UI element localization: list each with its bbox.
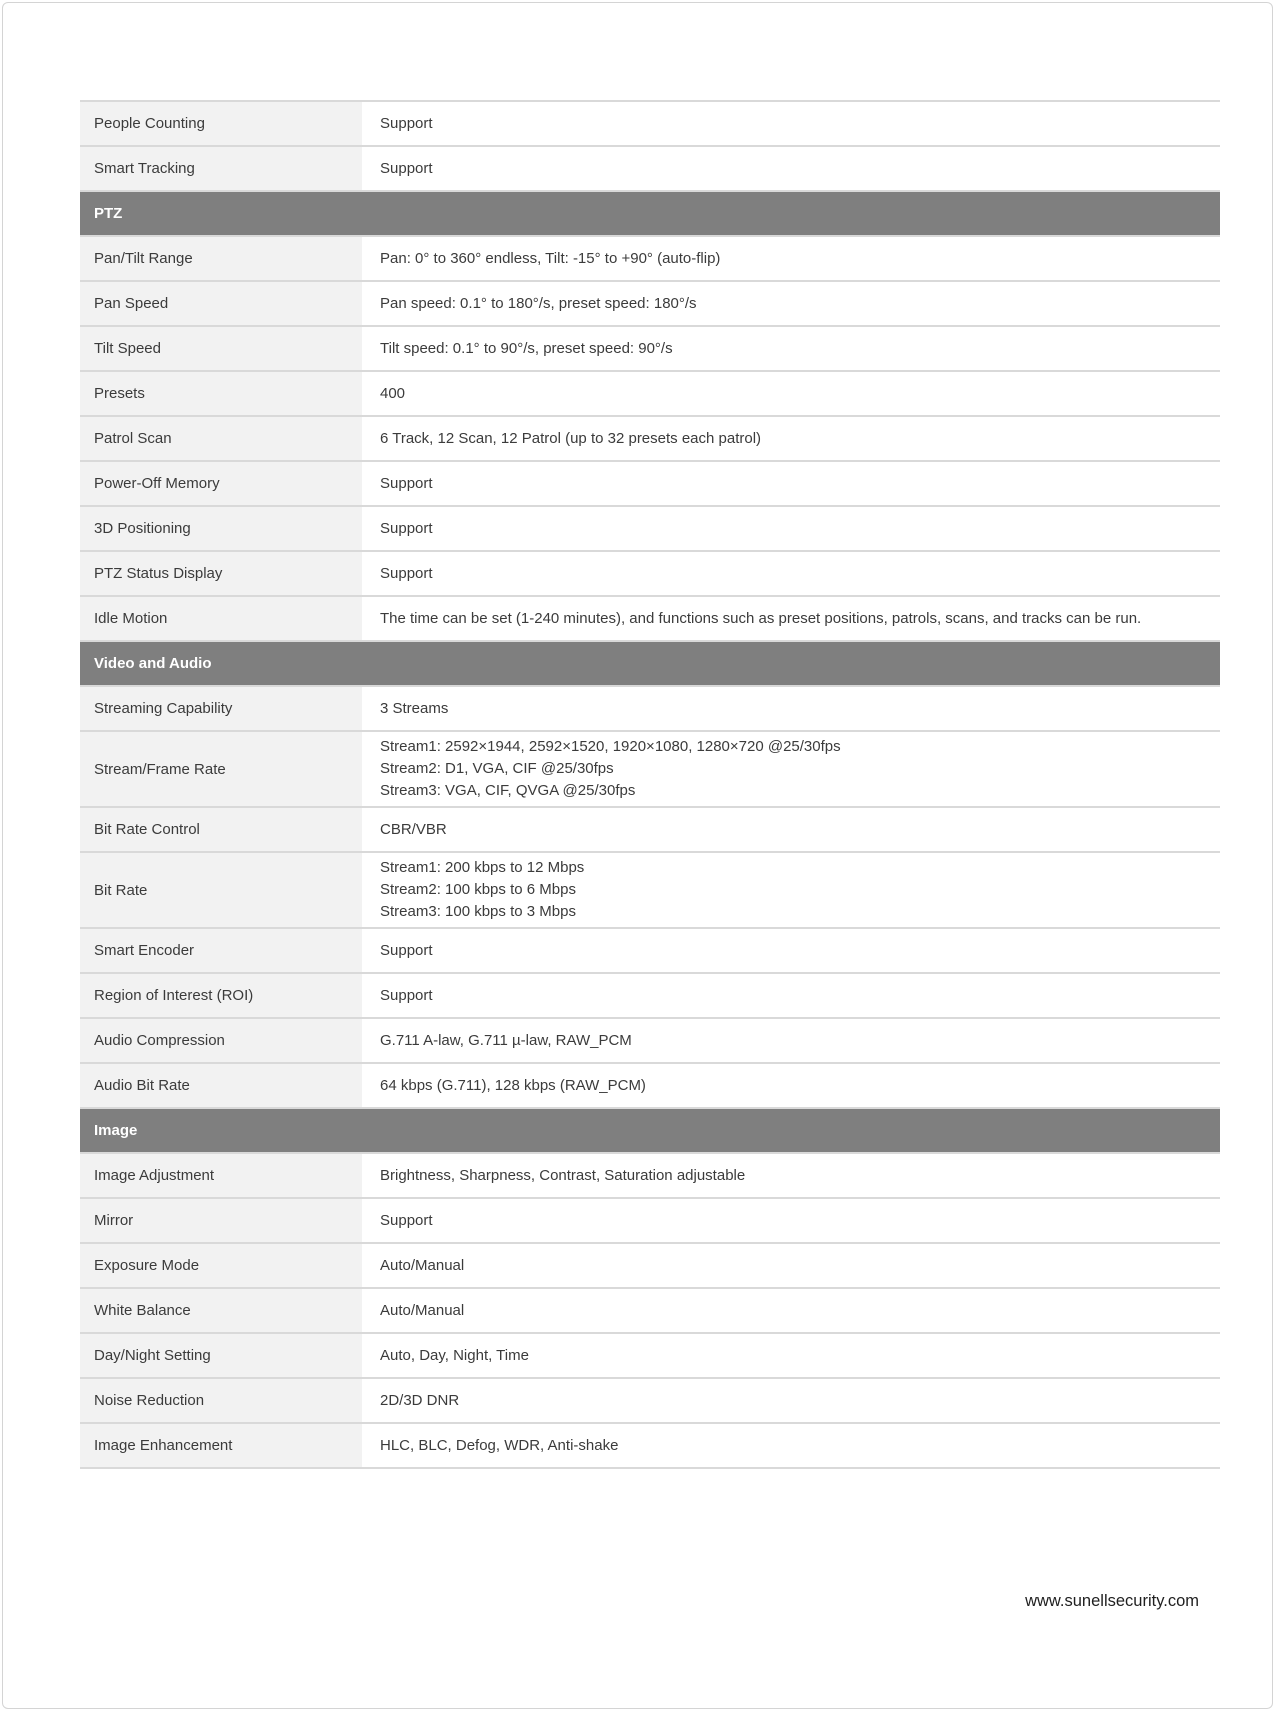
spec-row bbox=[80, 507, 1220, 552]
spec-row bbox=[80, 929, 1220, 974]
spec-row bbox=[80, 552, 1220, 597]
spec-label: PTZ Status Display bbox=[80, 552, 362, 595]
spec-label: Mirror bbox=[80, 1199, 362, 1242]
spec-value-line: Support bbox=[380, 986, 433, 1004]
spec-label: 3D Positioning bbox=[80, 507, 362, 550]
spec-value-line: Support bbox=[380, 564, 433, 582]
spec-label: Image Enhancement bbox=[80, 1424, 362, 1467]
spec-label: Bit Rate Control bbox=[80, 808, 362, 851]
spec-value bbox=[362, 929, 1220, 972]
spec-row bbox=[80, 974, 1220, 1019]
spec-value bbox=[362, 372, 1220, 415]
spec-label: Pan/Tilt Range bbox=[80, 237, 362, 280]
spec-value-line: CBR/VBR bbox=[380, 820, 447, 838]
spec-value bbox=[362, 687, 1220, 730]
spec-value bbox=[362, 1424, 1220, 1467]
spec-value-line: HLC, BLC, Defog, WDR, Anti-shake bbox=[380, 1436, 619, 1454]
spec-value-line: Auto, Day, Night, Time bbox=[380, 1346, 529, 1364]
spec-value bbox=[362, 1379, 1220, 1422]
spec-row bbox=[80, 1379, 1220, 1424]
spec-value bbox=[362, 552, 1220, 595]
spec-value-line: 400 bbox=[380, 384, 406, 402]
spec-label: People Counting bbox=[80, 102, 362, 145]
spec-value bbox=[362, 237, 1220, 280]
spec-label: Stream/Frame Rate bbox=[80, 732, 362, 806]
spec-value bbox=[362, 1199, 1220, 1242]
spec-value-line: Pan: 0° to 360° endless, Tilt: -15° to +90° (auto-flip) bbox=[380, 249, 721, 267]
spec-value-line: Brightness, Sharpness, Contrast, Saturation adjustable bbox=[380, 1166, 746, 1184]
spec-value bbox=[362, 417, 1220, 460]
spec-label: Audio Compression bbox=[80, 1019, 362, 1062]
spec-row bbox=[80, 687, 1220, 732]
spec-row bbox=[80, 462, 1220, 507]
spec-row bbox=[80, 1199, 1220, 1244]
spec-value-line: 64 kbps (G.711), 128 kbps (RAW_PCM) bbox=[380, 1076, 646, 1094]
spec-label: Patrol Scan bbox=[80, 417, 362, 460]
section-title: Image bbox=[94, 1122, 138, 1139]
spec-value bbox=[362, 853, 1220, 927]
spec-value-line: 6 Track, 12 Scan, 12 Patrol (up to 32 presets each patrol) bbox=[380, 429, 762, 447]
spec-value bbox=[362, 732, 1220, 806]
section-title: PTZ bbox=[94, 205, 123, 222]
spec-row bbox=[80, 237, 1220, 282]
spec-row bbox=[80, 282, 1220, 327]
spec-label: Image Adjustment bbox=[80, 1154, 362, 1197]
spec-label: Idle Motion bbox=[80, 597, 362, 640]
spec-label: Presets bbox=[80, 372, 362, 415]
spec-label: White Balance bbox=[80, 1289, 362, 1332]
spec-row bbox=[80, 808, 1220, 853]
spec-row bbox=[80, 1244, 1220, 1289]
spec-row bbox=[80, 853, 1220, 929]
spec-value-line: 2D/3D DNR bbox=[380, 1391, 460, 1409]
spec-value-line: Support bbox=[380, 114, 433, 132]
spec-row bbox=[80, 1019, 1220, 1064]
spec-value bbox=[362, 1334, 1220, 1377]
spec-value bbox=[362, 507, 1220, 550]
spec-label: Smart Encoder bbox=[80, 929, 362, 972]
spec-value-line: Support bbox=[380, 474, 433, 492]
spec-value-line: Support bbox=[380, 941, 433, 959]
specification-table bbox=[80, 100, 1220, 1469]
spec-value bbox=[362, 147, 1220, 190]
spec-value-line: Stream3: VGA, CIF, QVGA @25/30fps bbox=[380, 782, 636, 799]
spec-label: Region of Interest (ROI) bbox=[80, 974, 362, 1017]
spec-value-line: Tilt speed: 0.1° to 90°/s, preset speed: 90°/s bbox=[380, 339, 673, 357]
page-footer bbox=[1025, 1592, 1199, 1611]
spec-label: Day/Night Setting bbox=[80, 1334, 362, 1377]
section-header-video-and-audio bbox=[80, 642, 1220, 687]
spec-value-line: Auto/Manual bbox=[380, 1256, 465, 1274]
spec-value bbox=[362, 462, 1220, 505]
spec-value-line: Auto/Manual bbox=[380, 1301, 465, 1319]
spec-value bbox=[362, 1019, 1220, 1062]
spec-row bbox=[80, 1154, 1220, 1199]
spec-value bbox=[362, 1064, 1220, 1107]
spec-value-line: 3 Streams bbox=[380, 699, 449, 717]
spec-value-line: G.711 A-law, G.711 µ-law, RAW_PCM bbox=[380, 1031, 632, 1049]
spec-value bbox=[362, 327, 1220, 370]
spec-row bbox=[80, 417, 1220, 462]
spec-value bbox=[362, 974, 1220, 1017]
spec-row bbox=[80, 1424, 1220, 1469]
spec-row bbox=[80, 597, 1220, 642]
spec-value-line: Stream2: 100 kbps to 6 Mbps bbox=[380, 881, 576, 898]
spec-value-line: Pan speed: 0.1° to 180°/s, preset speed: 180°/s bbox=[380, 294, 697, 312]
spec-label: Tilt Speed bbox=[80, 327, 362, 370]
spec-row bbox=[80, 372, 1220, 417]
spec-value bbox=[362, 1244, 1220, 1287]
spec-label: Pan Speed bbox=[80, 282, 362, 325]
spec-value-line: Support bbox=[380, 1211, 433, 1229]
spec-row bbox=[80, 1064, 1220, 1109]
spec-row bbox=[80, 1334, 1220, 1379]
spec-value bbox=[362, 808, 1220, 851]
footer-website-link[interactable]: www.sunellsecurity.com bbox=[1025, 1592, 1199, 1610]
spec-label: Smart Tracking bbox=[80, 147, 362, 190]
spec-label: Bit Rate bbox=[80, 853, 362, 927]
spec-value-line: Stream2: D1, VGA, CIF @25/30fps bbox=[380, 760, 614, 777]
spec-row bbox=[80, 327, 1220, 372]
section-title: Video and Audio bbox=[94, 655, 212, 672]
spec-value bbox=[362, 282, 1220, 325]
spec-value bbox=[362, 1289, 1220, 1332]
spec-value-line: Stream3: 100 kbps to 3 Mbps bbox=[380, 903, 576, 920]
spec-row bbox=[80, 102, 1220, 147]
section-header-image bbox=[80, 1109, 1220, 1154]
spec-label: Noise Reduction bbox=[80, 1379, 362, 1422]
spec-label: Audio Bit Rate bbox=[80, 1064, 362, 1107]
spec-value-line: The time can be set (1-240 minutes), and functions such as preset positions, patrols, scans, and tracks can be run. bbox=[380, 609, 1142, 627]
spec-row bbox=[80, 1289, 1220, 1334]
spec-label: Streaming Capability bbox=[80, 687, 362, 730]
spec-value-line: Support bbox=[380, 519, 433, 537]
spec-value bbox=[362, 102, 1220, 145]
spec-value-line: Stream1: 200 kbps to 12 Mbps bbox=[380, 859, 585, 876]
spec-value bbox=[362, 597, 1220, 640]
spec-value-line: Stream1: 2592×1944, 2592×1520, 1920×1080, 1280×720 @25/30fps bbox=[380, 738, 841, 755]
spec-value-line: Support bbox=[380, 159, 433, 177]
spec-row bbox=[80, 147, 1220, 192]
spec-label: Exposure Mode bbox=[80, 1244, 362, 1287]
spec-label: Power-Off Memory bbox=[80, 462, 362, 505]
spec-row bbox=[80, 732, 1220, 808]
spec-value bbox=[362, 1154, 1220, 1197]
section-header-ptz bbox=[80, 192, 1220, 237]
